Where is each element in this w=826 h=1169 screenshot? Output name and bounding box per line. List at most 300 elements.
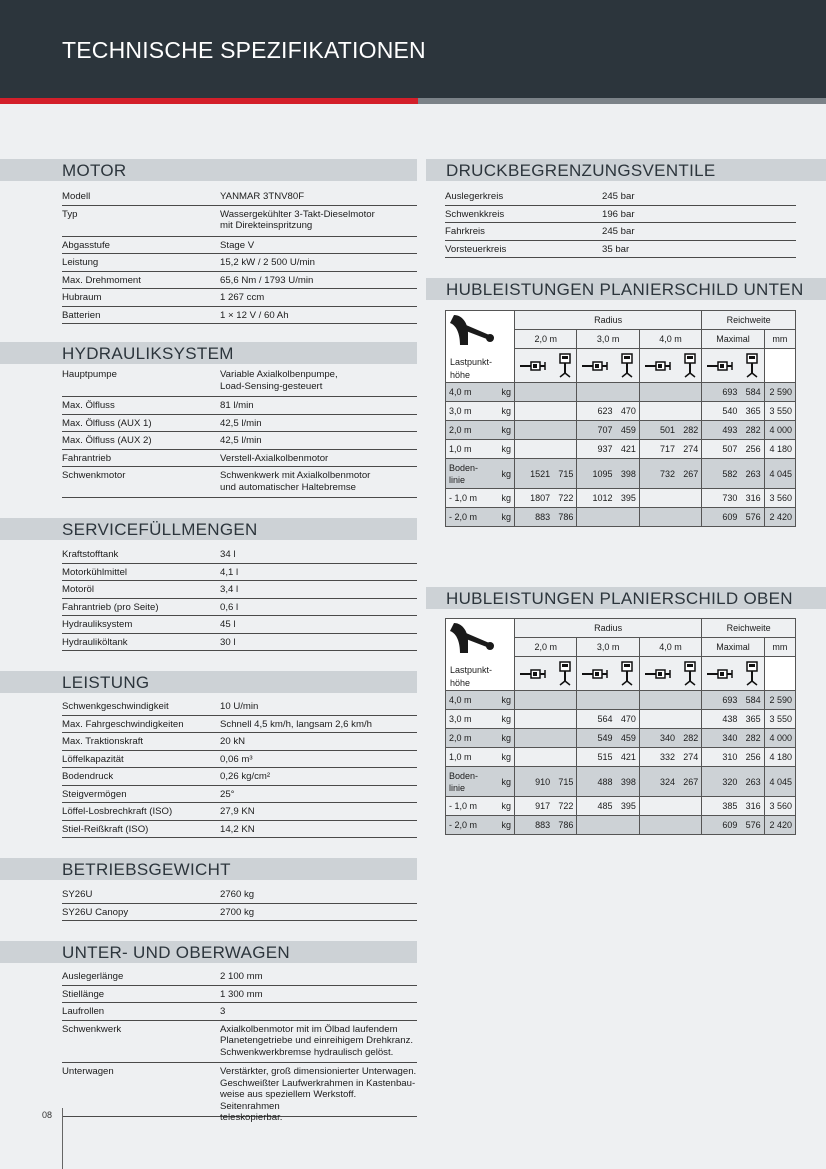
unit-kg: kg (501, 406, 511, 416)
accent-stripe-red (0, 98, 418, 104)
spec-row (62, 467, 417, 498)
lift-value (678, 383, 702, 402)
lift-value: 786 (553, 508, 577, 527)
lift-value (616, 508, 640, 527)
spec-label: Laufrollen (62, 1006, 105, 1017)
front-load-icon (639, 657, 678, 691)
front-load-icon (702, 349, 741, 383)
lift-value: 576 (740, 816, 764, 835)
lift-value: 910 (515, 767, 554, 797)
spec-value: 45 l (220, 619, 236, 630)
lift-value: 398 (616, 459, 640, 489)
spec-label: Kraftstofftank (62, 549, 119, 560)
spec-value: 2760 kg (220, 889, 255, 900)
lift-value: 4 045 (764, 459, 795, 489)
lift-row (446, 459, 796, 489)
lift-value: 488 (577, 767, 616, 797)
section-header-leistung: LEISTUNG (0, 671, 417, 693)
spec-label: Max. Fahrgeschwindigkeiten (62, 718, 184, 730)
unit-kg: kg (501, 733, 511, 743)
spec-row (62, 1003, 417, 1021)
lift-row (446, 421, 796, 440)
lift-value: 623 (577, 402, 616, 421)
unit-kg: kg (501, 820, 511, 830)
spec-value: 42,5 l/min (220, 435, 262, 446)
section-header-unterwagen: UNTER- UND OBERWAGEN (0, 941, 417, 963)
lift-value: 282 (740, 729, 764, 748)
side-load-icon (553, 349, 577, 383)
lift-value: 4 045 (764, 767, 795, 797)
lift-value: 883 (515, 816, 554, 835)
lift-value: 310 (702, 748, 741, 767)
spec-row (62, 254, 417, 272)
lift-value: 3 560 (764, 489, 795, 508)
section-header-gewicht: BETRIEBSGEWICHT (0, 858, 417, 880)
lift-row (446, 748, 796, 767)
reichweite-header: Reichweite (702, 311, 796, 330)
lift-value (639, 710, 678, 729)
height-label: 3,0 m (449, 406, 472, 416)
spec-label: Max. Ölfluss (AUX 2) (62, 435, 152, 446)
lift-value: 256 (740, 440, 764, 459)
height-label: 3,0 m (449, 714, 472, 724)
lift-row (446, 729, 796, 748)
lift-value: 786 (553, 816, 577, 835)
spec-value: 2 100 mm (220, 971, 263, 982)
side-load-icon (678, 657, 702, 691)
bodenlinie-label: Boden- linie (449, 770, 479, 793)
unit-kg: kg (501, 714, 511, 724)
reichweite-header: Reichweite (702, 619, 796, 638)
lift-value (515, 710, 554, 729)
radius-2m: 2,0 m (515, 330, 577, 349)
lift-value (515, 383, 554, 402)
lift-table-unten (445, 310, 796, 527)
spec-list-hydraulik (62, 366, 417, 498)
lift-value (577, 383, 616, 402)
unit-kg: kg (501, 468, 511, 479)
lift-value (515, 748, 554, 767)
bodenlinie-label: Boden- linie (449, 462, 479, 485)
spec-row (62, 904, 417, 922)
lift-row (446, 402, 796, 421)
lift-value (639, 489, 678, 508)
side-load-icon (616, 349, 640, 383)
spec-row (62, 616, 417, 634)
lift-value (577, 508, 616, 527)
page-title: TECHNISCHE SPEZIFIKATIONEN (62, 37, 426, 63)
lift-row (446, 489, 796, 508)
lift-value: 2 420 (764, 508, 795, 527)
spec-value: 3 (220, 1006, 226, 1017)
unit-kg: kg (501, 752, 511, 762)
lift-value: 582 (702, 459, 741, 489)
spec-row (62, 415, 417, 433)
lift-value: 584 (740, 383, 764, 402)
spec-row (62, 307, 417, 325)
lift-value: 549 (577, 729, 616, 748)
spec-list-leistung (62, 698, 417, 838)
lift-value (577, 691, 616, 710)
spec-value: 34 l (220, 549, 236, 560)
spec-row (62, 751, 417, 769)
lift-value (553, 710, 577, 729)
spec-value: YANMAR 3TNV80F (220, 191, 305, 202)
spec-row (62, 821, 417, 839)
lift-value: 470 (616, 402, 640, 421)
spec-value: 15,2 kW / 2 500 U/min (220, 257, 315, 268)
spec-row (62, 786, 417, 804)
lift-value (515, 421, 554, 440)
lift-value: 2 590 (764, 691, 795, 710)
lift-value: 398 (616, 767, 640, 797)
unit-kg: kg (501, 444, 511, 454)
spec-label: Auslegerkreis (445, 191, 504, 202)
lift-value: 917 (515, 797, 554, 816)
spec-row (62, 206, 417, 237)
spec-value: 1 267 ccm (220, 292, 265, 303)
spec-value: 1 × 12 V / 60 Ah (220, 309, 289, 321)
accent-stripe-gray (418, 98, 826, 104)
lift-value: 722 (553, 797, 577, 816)
spec-value: 25° (220, 788, 235, 800)
spec-row (445, 188, 796, 206)
radius-3m: 3,0 m (577, 330, 639, 349)
spec-label: Fahrantrieb (62, 452, 112, 464)
maximal-header: Maximal (702, 638, 764, 657)
spec-row (62, 768, 417, 786)
lift-value: 732 (639, 459, 678, 489)
side-load-icon (616, 657, 640, 691)
spec-row (62, 803, 417, 821)
lift-row (446, 440, 796, 459)
spec-value: 245 bar (602, 191, 635, 202)
spec-label: Hauptpumpe (62, 369, 117, 380)
spec-label: Fahrkreis (445, 226, 485, 237)
spec-row (62, 432, 417, 450)
lift-value (553, 440, 577, 459)
radius-3m: 3,0 m (577, 638, 639, 657)
lift-value: 282 (740, 421, 764, 440)
spec-value: 245 bar (602, 226, 635, 237)
lift-value: 324 (639, 767, 678, 797)
lift-value: 340 (639, 729, 678, 748)
lift-value (515, 402, 554, 421)
spec-label: Steigvermögen (62, 788, 127, 800)
spec-row (62, 564, 417, 582)
spec-row (62, 886, 417, 904)
spec-value: 2700 kg (220, 906, 255, 918)
spec-label: Schwenkgeschwindigkeit (62, 701, 169, 712)
spec-value: 3,4 l (220, 584, 239, 595)
spec-row (62, 289, 417, 307)
lift-value: 4 000 (764, 729, 795, 748)
spec-row (445, 206, 796, 224)
spec-label: Max. Drehmoment (62, 274, 141, 286)
lift-row (446, 691, 796, 710)
lift-value: 274 (678, 748, 702, 767)
spec-row (62, 397, 417, 415)
page-header (0, 0, 826, 100)
spec-label: Max. Ölfluss (AUX 1) (62, 417, 152, 429)
unit-kg: kg (501, 695, 511, 705)
spec-list-motor (62, 188, 417, 324)
spec-row (62, 986, 417, 1004)
spec-label: Auslegerlänge (62, 971, 124, 982)
lift-value (577, 816, 616, 835)
lift-value (678, 508, 702, 527)
height-label: 1,0 m (449, 752, 472, 762)
spec-label: Schwenkmotor (62, 470, 126, 481)
lift-value (515, 729, 554, 748)
lift-value: 365 (740, 710, 764, 729)
spec-value: 42,5 l/min (220, 417, 262, 429)
lift-value: 540 (702, 402, 741, 421)
side-load-icon (678, 349, 702, 383)
spec-row (62, 698, 417, 716)
lift-row (446, 383, 796, 402)
spec-label: Max. Traktionskraft (62, 736, 144, 747)
lift-value: 316 (740, 797, 764, 816)
spec-value: Verstell-Axialkolbenmotor (220, 452, 329, 464)
radius-2m: 2,0 m (515, 638, 577, 657)
front-load-icon (702, 657, 741, 691)
lift-value: 274 (678, 440, 702, 459)
lift-value: 515 (577, 748, 616, 767)
side-load-icon (553, 657, 577, 691)
lift-value: 1521 (515, 459, 554, 489)
lift-value (553, 402, 577, 421)
spec-value: Variable Axialkolbenpumpe, Load-Sensing-gesteuert (220, 369, 338, 392)
lift-value: 267 (678, 459, 702, 489)
spec-row (62, 733, 417, 751)
lift-value: 937 (577, 440, 616, 459)
spec-value: Axialkolbenmotor mit im Ölbad laufendem Planetengetriebe und einreihigem Drehkranz. Schwenkwerkbremse hydraulisch gelöst. (220, 1023, 414, 1058)
lift-value: 438 (702, 710, 741, 729)
lift-value: 3 550 (764, 710, 795, 729)
spec-value: 65,6 Nm / 1793 U/min (220, 274, 314, 286)
lift-value (616, 691, 640, 710)
lift-value (639, 508, 678, 527)
unit-kg: kg (501, 512, 511, 522)
lift-value: 493 (702, 421, 741, 440)
excavator-blade-icon (446, 311, 514, 347)
lift-value: 693 (702, 691, 741, 710)
spec-value: Schnell 4,5 km/h, langsam 2,6 km/h (220, 718, 372, 730)
spec-value: Wassergekühlter 3-Takt-Dieselmotor mit Direkteinspritzung (220, 208, 375, 231)
lift-value (639, 402, 678, 421)
lift-value: 1095 (577, 459, 616, 489)
lift-value: 282 (678, 729, 702, 748)
lift-value (678, 710, 702, 729)
spec-value: 20 kN (220, 736, 246, 747)
height-label: 1,0 m (449, 444, 472, 454)
spec-label: Löffelkapazität (62, 753, 124, 765)
lift-value (678, 402, 702, 421)
spec-row (62, 581, 417, 599)
height-label: 4,0 m (449, 387, 472, 397)
lift-value: 263 (740, 459, 764, 489)
lift-value: 263 (740, 767, 764, 797)
footer-divider (62, 1108, 63, 1169)
lift-value: 2 420 (764, 816, 795, 835)
mm-header: mm (764, 330, 795, 349)
spec-label: Modell (62, 191, 91, 202)
spec-list-druck (445, 188, 796, 258)
spec-row (445, 241, 796, 259)
lift-value: 1807 (515, 489, 554, 508)
lift-value: 470 (616, 710, 640, 729)
spec-label: Hydrauliksystem (62, 619, 133, 630)
spec-value: 0,6 l (220, 601, 239, 613)
lift-value (678, 489, 702, 508)
lift-row (446, 508, 796, 527)
lift-value: 730 (702, 489, 741, 508)
lift-value: 693 (702, 383, 741, 402)
mm-header: mm (764, 638, 795, 657)
spec-label: Hydrauliköltank (62, 636, 128, 648)
spec-value: Stage V (220, 239, 255, 251)
spec-label: Unterwagen (62, 1066, 114, 1077)
spec-row (62, 716, 417, 734)
spec-label: Hubraum (62, 292, 102, 303)
section-header-lift-unten: HUBLEISTUNGEN PLANIERSCHILD UNTEN (426, 278, 826, 300)
radius-header: Radius (515, 311, 702, 330)
lift-value: 722 (553, 489, 577, 508)
lift-value: 385 (702, 797, 741, 816)
spec-label: Max. Ölfluss (62, 400, 115, 411)
spec-value: 27,9 KN (220, 806, 255, 817)
lift-value (639, 797, 678, 816)
spec-row (62, 1063, 417, 1123)
front-load-icon (515, 349, 554, 383)
front-load-icon (515, 657, 554, 691)
spec-row (62, 450, 417, 468)
lift-value: 459 (616, 421, 640, 440)
height-label: - 1,0 m (449, 493, 478, 503)
lift-value: 507 (702, 440, 741, 459)
unit-kg: kg (501, 776, 511, 787)
section-header-hydraulik: HYDRAULIKSYSTEM (0, 342, 417, 364)
spec-label: Batterien (62, 309, 101, 321)
spec-row (62, 599, 417, 617)
spec-label: Stiellänge (62, 988, 105, 1000)
spec-value: 4,1 l (220, 566, 239, 578)
section-header-lift-oben: HUBLEISTUNGEN PLANIERSCHILD OBEN (426, 587, 826, 609)
spec-list-gewicht (62, 886, 417, 921)
spec-label: Löffel-Losbrechkraft (ISO) (62, 806, 173, 817)
spec-value: Verstärkter, groß dimensionierter Unterwagen. Geschweißter Laufwerkrahmen in Kastenbau- weise aus speziellem Werkstoff. Seitenrahmen teleskopierbar. (220, 1066, 417, 1123)
lift-value: 3 550 (764, 402, 795, 421)
side-load-icon (740, 349, 764, 383)
lift-value (553, 421, 577, 440)
lift-value (678, 797, 702, 816)
spec-list-unterwagen (62, 968, 417, 1123)
lift-value: 316 (740, 489, 764, 508)
lift-value: 4 180 (764, 440, 795, 459)
lift-value: 365 (740, 402, 764, 421)
spec-label: Vorsteuerkreis (445, 243, 507, 255)
lift-value: 576 (740, 508, 764, 527)
lift-value: 267 (678, 767, 702, 797)
lift-value: 584 (740, 691, 764, 710)
lift-value: 320 (702, 767, 741, 797)
lift-value (515, 440, 554, 459)
lift-value (553, 748, 577, 767)
spec-label: Leistung (62, 257, 99, 268)
front-load-icon (639, 349, 678, 383)
lift-value: 1012 (577, 489, 616, 508)
spec-value: Schwenkwerk mit Axialkolbenmotor und automatischer Haltebremse (220, 470, 371, 493)
lift-value: 609 (702, 816, 741, 835)
spec-row (62, 366, 417, 397)
section-header-service: SERVICEFÜLLMENGEN (0, 518, 417, 540)
lift-value: 485 (577, 797, 616, 816)
lift-value: 2 590 (764, 383, 795, 402)
spec-label: Bodendruck (62, 771, 114, 782)
section-header-druck: DRUCKBEGRENZUNGSVENTILE (426, 159, 826, 181)
lift-value: 4 000 (764, 421, 795, 440)
lift-value: 4 180 (764, 748, 795, 767)
spec-label: Fahrantrieb (pro Seite) (62, 601, 159, 613)
lift-value (553, 383, 577, 402)
maximal-header: Maximal (702, 330, 764, 349)
lift-value (639, 691, 678, 710)
lift-value (616, 383, 640, 402)
lift-value (678, 816, 702, 835)
lift-value: 715 (553, 767, 577, 797)
radius-4m: 4,0 m (639, 638, 701, 657)
spec-label: Schwenkwerk (62, 1023, 122, 1035)
lift-row (446, 816, 796, 835)
radius-4m: 4,0 m (639, 330, 701, 349)
spec-row (62, 634, 417, 652)
spec-row (62, 968, 417, 986)
height-label: 2,0 m (449, 733, 472, 743)
spec-row (62, 272, 417, 290)
unit-kg: kg (501, 493, 511, 503)
lift-value: 421 (616, 440, 640, 459)
lift-value (678, 691, 702, 710)
lastpunkt-label: Lastpunkt- höhe (450, 665, 493, 688)
lift-row (446, 797, 796, 816)
spec-row (62, 188, 417, 206)
spec-value: 1 300 mm (220, 988, 263, 1000)
spec-label: Motoröl (62, 584, 94, 595)
unit-kg: kg (501, 387, 511, 397)
lift-value: 501 (639, 421, 678, 440)
lift-value (616, 816, 640, 835)
spec-label: Typ (62, 208, 78, 220)
lift-value (639, 383, 678, 402)
spec-label: Abgasstufe (62, 239, 111, 251)
side-load-icon (740, 657, 764, 691)
height-label: - 1,0 m (449, 801, 478, 811)
spec-label: Motorkühlmittel (62, 566, 128, 578)
height-label: 4,0 m (449, 695, 472, 705)
lift-value: 717 (639, 440, 678, 459)
lastpunkt-label: Lastpunkt- höhe (450, 357, 493, 380)
lift-value: 707 (577, 421, 616, 440)
lift-value: 340 (702, 729, 741, 748)
lift-value (515, 691, 554, 710)
excavator-blade-icon (446, 619, 514, 655)
lift-row (446, 767, 796, 797)
page-number: 08 (42, 1110, 53, 1120)
height-label: - 2,0 m (449, 512, 478, 522)
spec-value: 14,2 KN (220, 823, 255, 835)
spec-value: 81 l/min (220, 400, 254, 411)
